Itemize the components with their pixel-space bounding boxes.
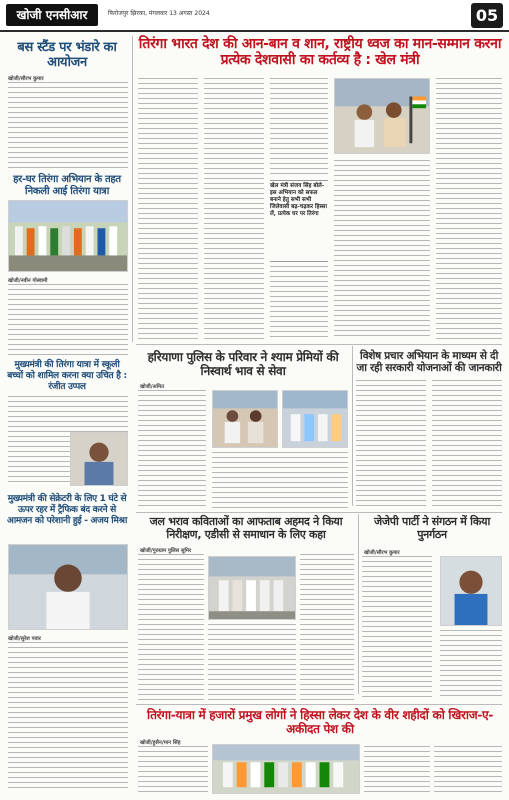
vishesh-prachar-headline: विशेष प्रचार अभियान के माध्यम से दी जा रही सरकारी योजनाओं की जानकारी [356, 350, 502, 374]
shyam-premi-photo-2 [282, 390, 348, 448]
tiranga-yatra-col3 [434, 746, 502, 792]
jal-bharav-col2 [208, 624, 296, 700]
jal-bharav-col3 [300, 554, 354, 700]
cm-secretary-body [8, 642, 128, 790]
section-divider [136, 344, 502, 345]
shyam-premi-photo-1 [212, 390, 278, 448]
section-divider [136, 512, 502, 513]
tiranga-yatra-photo-left [8, 200, 128, 272]
bjp-col1 [362, 556, 432, 700]
haryana-police-col1 [138, 390, 206, 508]
cm-secretary-headline: मुख्यमंत्री की सेक्रेटरी के लिए 1 घंटे से ऊपर रहर में ट्रैफिक बंद करने से आमजन को परेशानी हुई - अजय मिश्रा [6, 494, 128, 526]
tiranga-yatra-col2 [364, 746, 430, 792]
jal-bharav-headline: जल भराव कविताओं का आफताब अहमद ने किया निरीक्षण, एडीसी से समाधान के लिए कहा [149, 515, 343, 541]
tiranga-yatra-byline: खोजी/हुसैन/मान सिंह [140, 740, 181, 746]
bus-stand-headline: बस स्टैंड पर भंडारे का आयोजन [17, 40, 117, 70]
tiranga-yatra-headline: तिरंगा-यात्रा में हजारों प्रमुख लोगों ने हिस्सा लेकर देश के वीर शहीदों को खिराज-ए-अकीदत पेश की [146, 708, 494, 736]
vishesh-prachar-col1 [356, 380, 426, 506]
jal-bharav-col1 [138, 554, 204, 700]
vishesh-prachar-col2 [432, 380, 502, 506]
cm-tiranga-headline: मुख्यमंत्री की तिरंगा यात्रा में स्कूली बच्चों को शामिल करना क्या उचित है : रंजीत उप्पल [7, 360, 127, 392]
dateline: फिरोजपुर झिरका, मंगलवार 13 अगस्त 2024 [108, 10, 210, 17]
paper-logo: खोजी एनसीआर [6, 4, 98, 26]
tiranga-pullquote: खेल मंत्री संजय सिंह बोले-इस अभियान को सफल बनाने हेतु सभी सभी जिलेवासी बढ़-चढ़कर हिस्सा लें, प्रत्येक घर पर तिरंगा [270, 180, 328, 262]
tiranga-yatra-photo-bottom [212, 744, 360, 794]
tiranga-main-col4 [334, 160, 430, 340]
section-divider [136, 704, 502, 705]
bjp-byline: खोजी/सौरभ कुमार [364, 550, 400, 556]
ajay-mishra-photo [8, 544, 128, 630]
cm-secretary-byline: खोजी/सुरेश पवार [8, 636, 41, 642]
haryana-police-headline: हरियाणा पुलिस के परिवार ने श्याम प्रेमियों की निस्वार्थ भाव से सेवा [147, 350, 339, 378]
bjp-leader-photo [440, 556, 502, 626]
tiranga-main-col3b [270, 266, 328, 340]
tiranga-main-col1 [138, 78, 198, 340]
bus-stand-byline: खोजी/सौरभ कुमार [8, 76, 44, 82]
har-ghar-body [8, 284, 128, 356]
haryana-police-byline: खोजी/अमित [140, 384, 165, 390]
bjp-headline: जेजेपी पार्टी ने संगठन में किया पुनर्गठन [374, 515, 490, 541]
tiranga-main-col2 [204, 78, 264, 340]
column-divider [352, 346, 353, 506]
tiranga-main-col3 [270, 78, 328, 178]
tiranga-main-col5 [436, 78, 502, 340]
har-ghar-byline: खोजी/नवीन गोस्वामी [8, 278, 48, 284]
page-number: 05 [471, 3, 503, 28]
tiranga-yatra-col1 [138, 746, 208, 792]
tiranga-main-headline: तिरंगा भारत देश की आन-बान व शान, राष्ट्रीय ध्वज का मान-सम्मान करना प्रत्येक देशवासी का कर्तव्य है : खेल मंत्री [138, 36, 502, 68]
haryana-police-col2 [212, 452, 348, 508]
jal-bharav-photo [208, 556, 296, 620]
masthead [0, 0, 509, 32]
har-ghar-headline: हर-घर तिरंगा अभियान के तहत निकली आई तिरंगा यात्रा [13, 174, 121, 197]
bus-stand-body [8, 82, 128, 170]
ranjit-uppal-photo [70, 432, 128, 486]
sports-minister-photo [334, 78, 430, 154]
bjp-col2 [440, 630, 502, 700]
column-divider [358, 514, 359, 694]
column-divider [132, 36, 133, 342]
jal-bharav-byline: खोजी/गुरुग्राम पुलिस सुमिर [140, 548, 192, 554]
